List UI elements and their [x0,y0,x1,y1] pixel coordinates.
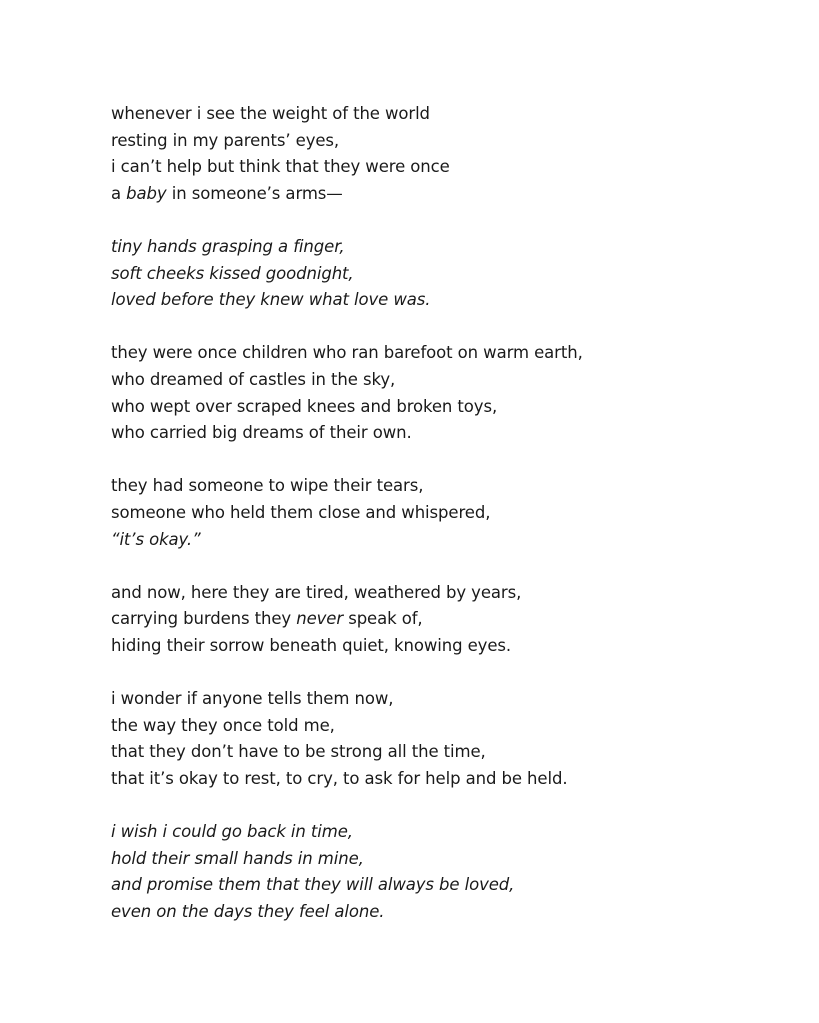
poem-line [111,394,791,421]
poem-text-italic: hold their small hands in mine, [111,848,364,868]
poem-text: they had someone to wipe their tears, [111,476,424,496]
poem-text: hiding their sorrow beneath quiet, knowing eyes. [111,635,512,655]
poem-line [111,846,791,873]
poem-line [111,527,791,554]
poem-text-italic: loved before they knew what love was. [111,290,431,310]
poem-body [111,101,791,925]
poem-text: a [111,183,127,203]
poem-line [111,606,791,633]
poem-stanza [111,234,791,314]
poem-line [111,420,791,447]
poem-line [111,101,791,128]
poem-text: speak of, [343,609,423,629]
poem-text: and now, here they are tired, weathered by years, [111,582,522,602]
poem-text: who wept over scraped knees and broken toys, [111,396,498,416]
poem-text: resting in my parents’ eyes, [111,130,340,150]
poem-text-italic: “it’s okay.” [111,529,201,549]
poem-line [111,872,791,899]
poem-text: who carried big dreams of their own. [111,423,412,443]
poem-line [111,154,791,181]
poem-line [111,899,791,926]
poem-line [111,234,791,261]
poem-text: someone who held them close and whispered, [111,502,491,522]
poem-text: that it’s okay to rest, to cry, to ask for help and be held. [111,768,568,788]
poem-line [111,686,791,713]
poem-text-italic: i wish i could go back in time, [111,822,353,842]
poem-line [111,367,791,394]
poem-line [111,340,791,367]
poem-text: who dreamed of castles in the sky, [111,369,396,389]
poem-text: i wonder if anyone tells them now, [111,689,394,709]
poem-line [111,766,791,793]
poem-text: in someone’s arms— [166,183,343,203]
poem-stanza [111,340,791,446]
poem-stanza [111,686,791,792]
poem-text-italic: and promise them that they will always be loved, [111,875,515,895]
poem-line [111,261,791,288]
poem-text-italic: baby [126,183,167,203]
poem-text: they were once children who ran barefoot on warm earth, [111,343,583,363]
poem-line [111,473,791,500]
poem-stanza [111,473,791,553]
poem-text-italic: tiny hands grasping a finger, [111,236,345,256]
poem-text-italic: even on the days they feel alone. [111,901,385,921]
poem-line [111,633,791,660]
poem-text: carrying burdens they [111,609,297,629]
poem-line [111,287,791,314]
poem-text: whenever i see the weight of the world [111,104,430,123]
poem-line [111,739,791,766]
poem-text: that they don’t have to be strong all the time, [111,742,486,762]
poem-line [111,500,791,527]
poem-stanza [111,580,791,660]
poem-text-italic: soft cheeks kissed goodnight, [111,263,354,283]
poem-line [111,819,791,846]
poem-stanza [111,101,791,207]
poem-text: the way they once told me, [111,715,335,735]
poem-text-italic: never [296,609,344,629]
poem-line [111,128,791,155]
poem-line [111,580,791,607]
poem-text: i can’t help but think that they were once [111,157,450,177]
poem-line [111,181,791,208]
poem-line [111,713,791,740]
poem-stanza [111,819,791,925]
